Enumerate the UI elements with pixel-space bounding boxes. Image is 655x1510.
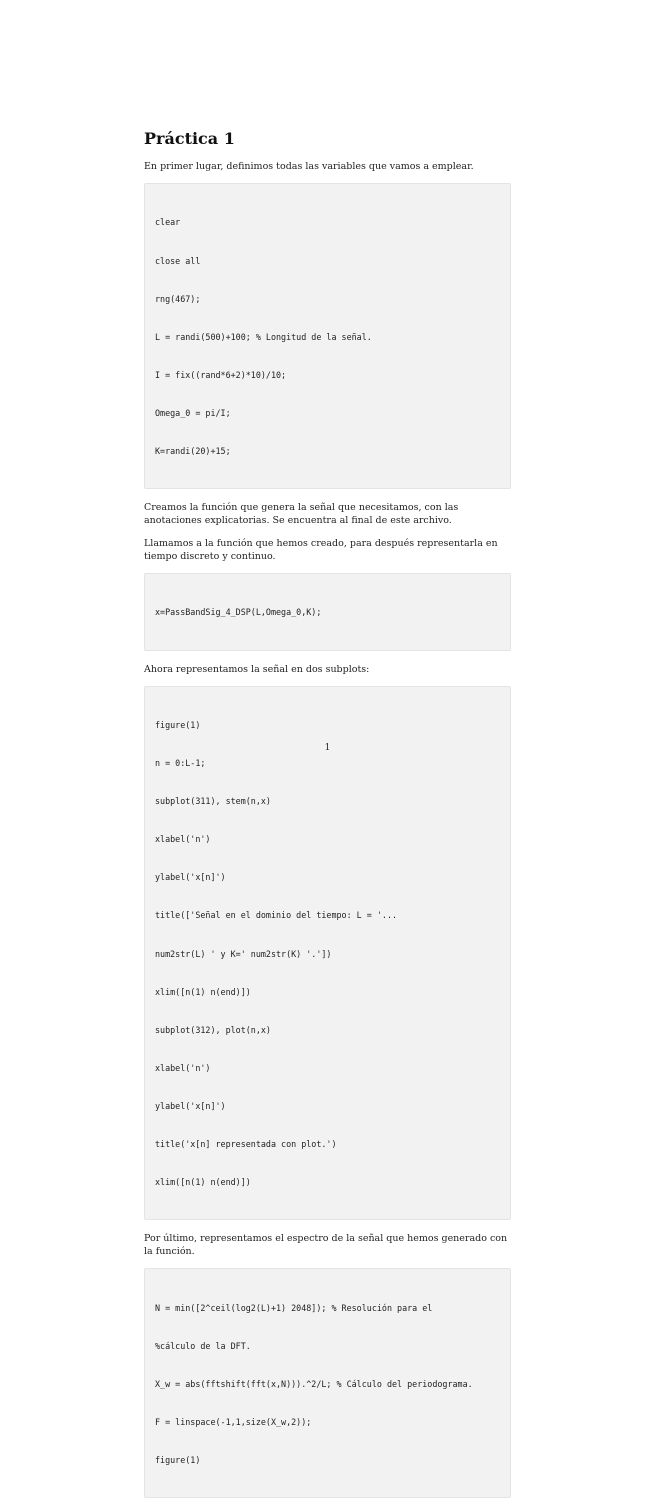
code-line: K=randi(20)+15; bbox=[155, 445, 231, 456]
code-line: xlim([n(1) n(end)]) bbox=[155, 1177, 251, 1188]
code-block-spectrum[interactable] bbox=[144, 1268, 511, 1498]
code-line: xlabel('n') bbox=[155, 834, 211, 845]
code-line: close all bbox=[155, 255, 201, 266]
code-line: ylabel('x[n]') bbox=[155, 872, 226, 883]
code-line: subplot(312), plot(n,x) bbox=[155, 1024, 271, 1035]
page-number: 1 bbox=[324, 742, 331, 753]
code-line: figure(1) bbox=[155, 719, 201, 730]
code-line: L = randi(500)+100; % Longitud de la señal. bbox=[155, 331, 372, 342]
page-content bbox=[144, 128, 511, 1510]
code-line: clear bbox=[155, 217, 181, 228]
code-line: subplot(311), stem(n,x) bbox=[155, 796, 271, 807]
paragraph-subplots: Ahora representamos la señal en dos subplots: bbox=[144, 663, 370, 675]
code-line: xlabel('n') bbox=[155, 1062, 211, 1073]
code-line: F = linspace(-1,1,size(X_w,2)); bbox=[155, 1416, 312, 1427]
paragraph-function: Creamos la función que genera la señal que necesitamos, con las anotaciones explicatorias. Se encuentra al final de este archivo. bbox=[144, 502, 459, 527]
code-line: I = fix((rand*6+2)*10)/10; bbox=[155, 369, 287, 380]
code-line: xlim([n(1) n(end)]) bbox=[155, 986, 251, 997]
paragraph-spectrum: Por último, representamos el espectro de la señal que hemos generado con la función. bbox=[144, 1233, 508, 1258]
code-line: n = 0:L-1; bbox=[155, 758, 206, 769]
code-line: num2str(L) ' y K=' num2str(K) '.']) bbox=[155, 948, 332, 959]
code-block-variables[interactable] bbox=[144, 183, 511, 489]
code-line: %cálculo de la DFT. bbox=[155, 1340, 251, 1351]
code-line: N = min([2^ceil(log2(L)+1) 2048]); % Resolución para el bbox=[155, 1302, 433, 1313]
code-line: x=PassBandSig_4_DSP(L,Omega_0,K); bbox=[155, 607, 322, 618]
code-line: X_w = abs(fftshift(fft(x,N))).^2/L; % Cálculo del periodograma. bbox=[155, 1378, 473, 1389]
paragraph-call: Llamamos a la función que hemos creado, para después representarla en tiempo discreto y continuo. bbox=[144, 538, 498, 563]
paragraph-intro: En primer lugar, definimos todas las variables que vamos a emplear. bbox=[144, 161, 474, 172]
code-line: Omega_0 = pi/I; bbox=[155, 407, 231, 418]
code-line: ylabel('x[n]') bbox=[155, 1100, 226, 1111]
page-title: Práctica 1 bbox=[144, 129, 235, 148]
code-block-call[interactable] bbox=[144, 573, 511, 651]
code-line: title(['Señal en el dominio del tiempo: L = '... bbox=[155, 910, 398, 921]
code-line: rng(467); bbox=[155, 293, 201, 304]
code-block-subplots[interactable] bbox=[144, 686, 511, 1221]
code-line: figure(1) bbox=[155, 1454, 201, 1465]
code-line: title('x[n] representada con plot.') bbox=[155, 1139, 337, 1149]
